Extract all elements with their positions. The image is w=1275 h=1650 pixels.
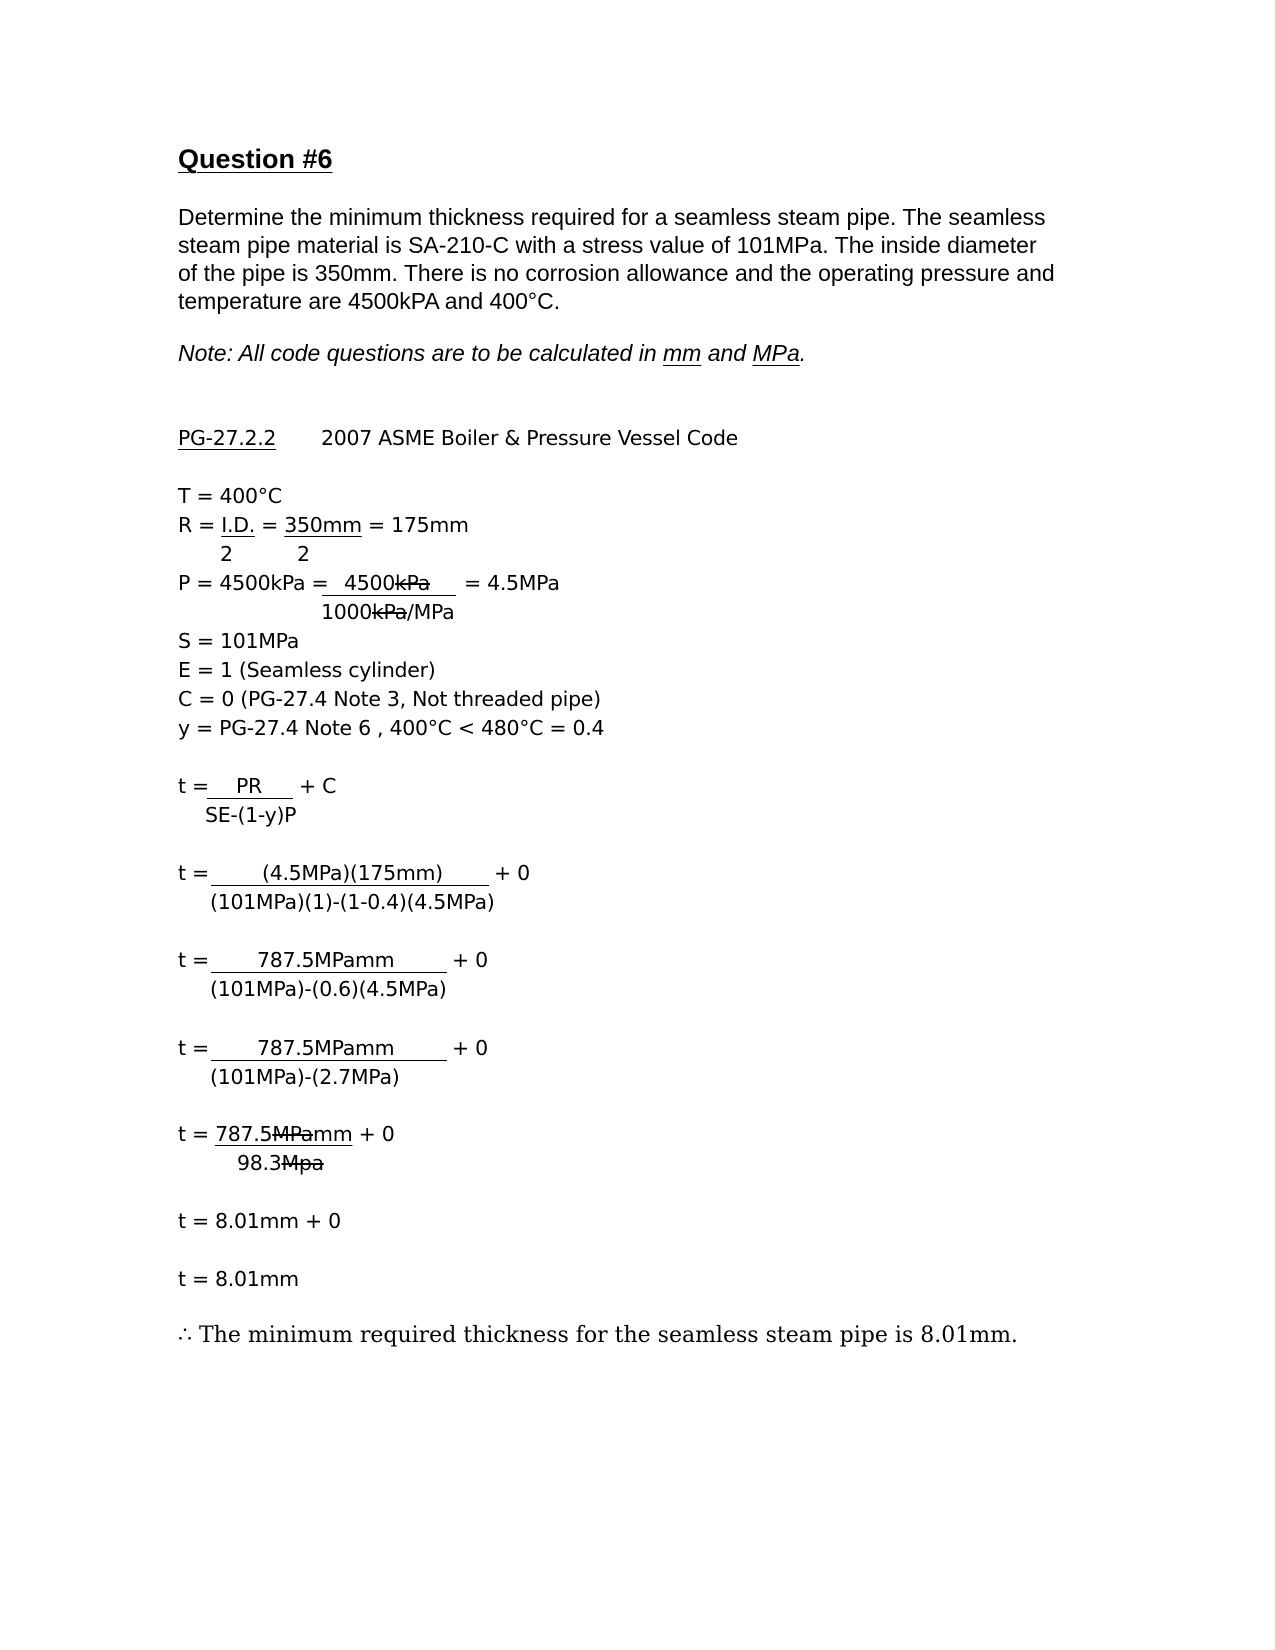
- units-note: [178, 340, 806, 367]
- step4-den-value: 98.3: [237, 1151, 282, 1175]
- step1-plus: + 0: [494, 861, 530, 885]
- step1-denominator: (101MPa)(1)-(1-0.4)(4.5MPa): [210, 890, 495, 914]
- given-y-coefficient: y = PG-27.4 Note 6 , 400°C < 480°C = 0.4: [178, 716, 605, 740]
- note-mid: and: [701, 340, 753, 366]
- formula-plus: + C: [299, 774, 337, 798]
- step1-numerator: (4.5MPa)(175mm): [262, 861, 443, 885]
- radius-result: = 175mm: [361, 513, 469, 537]
- radius-diameter: 350mm: [284, 513, 362, 537]
- note-unit-mm: mm: [663, 340, 702, 366]
- problem-statement: Determine the minimum thickness required for a seamless steam pipe. The seamless steam pipe material is SA-210-C with a stress value of 101MPa. The inside diameter of the pipe is 350mm. There is no corrosion allowance and the operating pressure and temperature are 4500kPA and 400°C.: [178, 204, 1055, 314]
- pressure-den-rest: /MPa: [406, 600, 455, 624]
- pressure-den-value: 1000: [321, 600, 372, 624]
- pressure-denominator: [321, 600, 454, 624]
- step4-num-unit-struck: MPa: [272, 1122, 314, 1146]
- pressure-prefix: P = 4500kPa =: [178, 571, 329, 595]
- step4-den-unit-struck: Mpa: [281, 1151, 324, 1175]
- given-efficiency: E = 1 (Seamless cylinder): [178, 658, 436, 682]
- given-corrosion: C = 0 (PG-27.4 Note 3, Not threaded pipe): [178, 687, 601, 711]
- radius-prefix: R =: [178, 513, 222, 537]
- step4-numerator: [215, 1122, 352, 1146]
- step4-prefix: t =: [178, 1122, 216, 1146]
- pressure-result: = 4.5MPa: [464, 571, 560, 595]
- step4-denominator: [237, 1151, 324, 1175]
- note-suffix: .: [799, 340, 807, 366]
- formula-fraction-bar: [207, 798, 293, 799]
- pressure-den-unit: kPa: [371, 600, 407, 624]
- pressure-numerator: [344, 571, 430, 595]
- step3-denominator: (101MPa)-(2.7MPa): [210, 1065, 400, 1089]
- step2-plus: + 0: [452, 948, 488, 972]
- formula-numerator: PR: [236, 774, 263, 798]
- given-temperature: T = 400°C: [178, 484, 282, 508]
- step3-fraction-bar: [211, 1060, 447, 1061]
- step4-plus: + 0: [352, 1122, 395, 1146]
- step2-numerator: 787.5MPamm: [257, 948, 395, 972]
- note-prefix: Note: All code questions are to be calculated in: [178, 340, 663, 366]
- step3-numerator: 787.5MPamm: [257, 1036, 395, 1060]
- conclusion: ∴ The minimum required thickness for the seamless steam pipe is 8.01mm.: [178, 1323, 1018, 1348]
- step1-fraction-bar: [211, 885, 489, 886]
- pressure-num-value: 4500: [344, 571, 395, 595]
- step2-fraction-bar: [211, 972, 447, 973]
- code-name: 2007 ASME Boiler & Pressure Vessel Code: [321, 426, 738, 450]
- step5-line: t = 8.01mm + 0: [178, 1209, 341, 1233]
- radius-denominator-2: 2: [297, 542, 310, 566]
- step2-denominator: (101MPa)-(0.6)(4.5MPa): [210, 977, 447, 1001]
- formula-lhs: t =: [178, 774, 209, 798]
- radius-id: I.D.: [221, 513, 255, 537]
- formula-denominator: SE-(1-y)P: [205, 803, 297, 827]
- step1-lhs: t =: [178, 861, 209, 885]
- pressure-fraction-bar: [322, 595, 456, 596]
- step4-num-value: 787.5: [215, 1122, 273, 1146]
- pressure-num-unit: kPa: [394, 571, 430, 595]
- note-unit-mpa: MPa: [752, 340, 800, 366]
- question-title: Question #6: [178, 144, 333, 174]
- step4-num-unit: mm: [313, 1122, 353, 1146]
- code-section-ref: PG-27.2.2: [178, 426, 277, 450]
- step2-lhs: t =: [178, 948, 209, 972]
- step3-plus: + 0: [452, 1036, 488, 1060]
- step4-line: [178, 1122, 394, 1146]
- given-stress: S = 101MPa: [178, 629, 300, 653]
- radius-eq1: =: [254, 513, 285, 537]
- step3-lhs: t =: [178, 1036, 209, 1060]
- radius-denominator-1: 2: [220, 542, 233, 566]
- given-radius: [178, 513, 469, 537]
- final-answer: t = 8.01mm: [178, 1267, 299, 1291]
